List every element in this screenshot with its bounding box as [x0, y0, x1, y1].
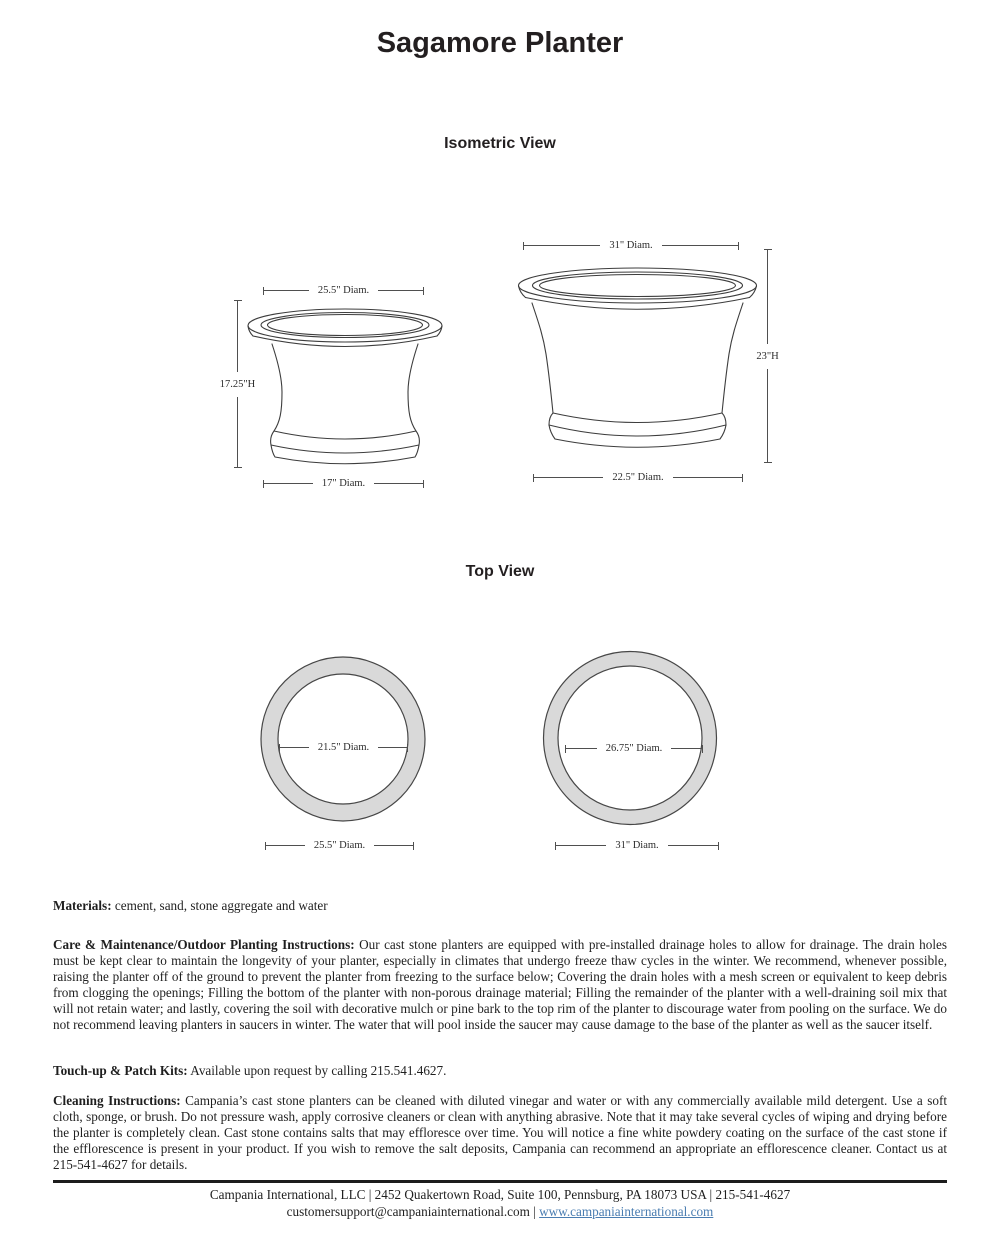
dim-small-outer-diameter — [265, 841, 414, 850]
footer-divider — [53, 1180, 947, 1183]
materials-text: cement, sand, stone aggregate and water — [114, 898, 328, 913]
dim-label: 17" Diam. — [321, 478, 366, 489]
base-band-top — [274, 431, 416, 439]
large-planter-isometric-drawing — [510, 258, 766, 458]
cleaning-label: Cleaning Instructions: — [53, 1093, 181, 1108]
dim-tick — [423, 480, 424, 488]
body-right-profile — [408, 344, 418, 431]
large-planter-top-view-drawing — [542, 650, 718, 826]
footer-email: customersupport@campaniainternational.com — [286, 1204, 530, 1219]
dim-tick — [407, 744, 408, 752]
dim-tick — [702, 745, 703, 753]
dim-label: 31" Diam. — [609, 240, 653, 251]
dim-line — [374, 845, 413, 846]
dim-line — [556, 845, 606, 846]
dim-line — [280, 747, 309, 748]
dim-tick — [742, 474, 743, 482]
touchup-text: Available upon request by calling 215.541.4627. — [190, 1063, 447, 1078]
dim-tick — [423, 287, 424, 295]
cleaning-section — [53, 1093, 947, 1173]
isometric-view-heading: Isometric View — [444, 135, 556, 152]
dim-line — [237, 397, 238, 468]
dim-label: 23"H — [756, 350, 779, 362]
dim-small-top-diameter — [263, 286, 424, 295]
care-maintenance-label: Care & Maintenance/Outdoor Planting Instructions: — [53, 937, 355, 952]
body-left-profile — [272, 344, 282, 431]
footer-address-line: Campania International, LLC | 2452 Quakertown Road, Suite 100, Pennsburg, PA 18073 USA | 215-541-4627 — [209, 1187, 791, 1202]
small-planter-top-view-drawing — [258, 654, 428, 824]
base-band-bottom — [549, 425, 726, 436]
dim-line — [266, 845, 305, 846]
materials-label: Materials: — [53, 898, 112, 913]
dim-line — [566, 748, 597, 749]
rim-opening-ellipse — [268, 315, 423, 336]
dim-label: 25.5" Diam. — [313, 840, 366, 851]
rim-outer-ellipse — [519, 268, 757, 303]
dim-large-inner-diameter — [565, 744, 703, 753]
dim-large-outer-diameter — [555, 841, 719, 850]
dim-line — [524, 245, 600, 246]
page-title: Sagamore Planter — [376, 27, 624, 59]
dim-label: 26.75" Diam. — [605, 743, 663, 754]
dim-small-inner-diameter — [279, 743, 408, 752]
dim-small-bottom-diameter — [263, 479, 424, 488]
dim-line — [671, 748, 702, 749]
top-view-heading: Top View — [465, 563, 535, 580]
dim-line — [378, 290, 423, 291]
footer-separator: | — [533, 1204, 536, 1219]
care-maintenance-text: Our cast stone planters are equipped with pre-installed drainage holes to allow for drainage. The drain holes must be kept clear to maintain the longevity of your planter, especially in climates that undergo freeze thaw cycles in the winter. We recommend, whenever possible, raising the planter off of the ground to prevent the planter from freezing to the surface below; Covering the drain holes with a mesh screen or equivalent to keep debris from clogging the openings; Filling the bottom of the planter with non-porous drainage material; Filling the remainder of the planter with a well-draining soil mix that will not retain water; and lastly, covering the soil with decorative mulch or pine bark to the top rim of the planter to discourage water from pooling on the surface. We do not recommend leaving planters in saucers in winter. The water that will pool inside the saucer may cause damage to the base of the planter as well as the saucer itself. — [53, 937, 947, 1032]
dim-large-top-diameter — [523, 241, 739, 250]
rim-inner-ellipse — [261, 313, 429, 338]
base-band-top — [553, 413, 722, 423]
dim-line — [534, 477, 603, 478]
footer-contact-line — [0, 1203, 1000, 1220]
dim-label: 31" Diam. — [615, 840, 659, 851]
inner-opening-circle — [558, 666, 702, 810]
rim-inner-ellipse — [533, 272, 743, 299]
dim-large-bottom-diameter — [533, 473, 743, 482]
dim-tick — [738, 242, 739, 250]
rim-opening-ellipse — [540, 275, 736, 297]
base-band-bottom — [271, 445, 419, 453]
dim-label: 17.25"H — [219, 378, 256, 390]
dim-line — [662, 245, 738, 246]
dim-label: 25.5" Diam. — [317, 285, 370, 296]
dim-line — [237, 301, 238, 372]
dim-label: 22.5" Diam. — [612, 472, 664, 483]
dim-tick — [718, 842, 719, 850]
materials-section — [53, 898, 947, 914]
dim-line — [378, 747, 407, 748]
base-outline — [271, 431, 420, 464]
small-planter-isometric-drawing — [240, 300, 450, 475]
footer-website-link[interactable]: www.campaniainternational.com — [539, 1204, 714, 1219]
touchup-label: Touch-up & Patch Kits: — [53, 1063, 188, 1078]
body-right-profile — [722, 303, 743, 413]
dim-tick — [764, 462, 772, 463]
body-left-profile — [532, 303, 553, 413]
cleaning-text: Campania’s cast stone planters can be cleaned with diluted vinegar and water or with any commercially available mild detergent. Use a soft cloth, sponge, or brush. Do not pressure wash, apply corrosive cleaners or clean with anything abrasive. Note that it may take several cycles of wiping and drying before the planter is completely clean. Cast stone contains salts that may effloresce over time. You will notice a fine white powdery coating on the surface of the cast stone if the efflorescence is present in your product. If you wish to remove the salt deposits, Campania can recommend an appropriate an efflorescence cleaner. Contact us at 215-541-4627 for details. — [53, 1093, 947, 1172]
dim-line — [668, 845, 718, 846]
dim-tick — [413, 842, 414, 850]
touchup-section — [53, 1063, 947, 1079]
dim-line — [673, 477, 742, 478]
dim-line — [264, 483, 313, 484]
dim-line — [767, 250, 768, 344]
dim-line — [374, 483, 423, 484]
dim-line — [264, 290, 309, 291]
dim-label: 21.5" Diam. — [317, 742, 370, 753]
inner-opening-circle — [278, 674, 408, 804]
care-maintenance-section — [53, 937, 947, 1033]
dim-line — [767, 369, 768, 463]
